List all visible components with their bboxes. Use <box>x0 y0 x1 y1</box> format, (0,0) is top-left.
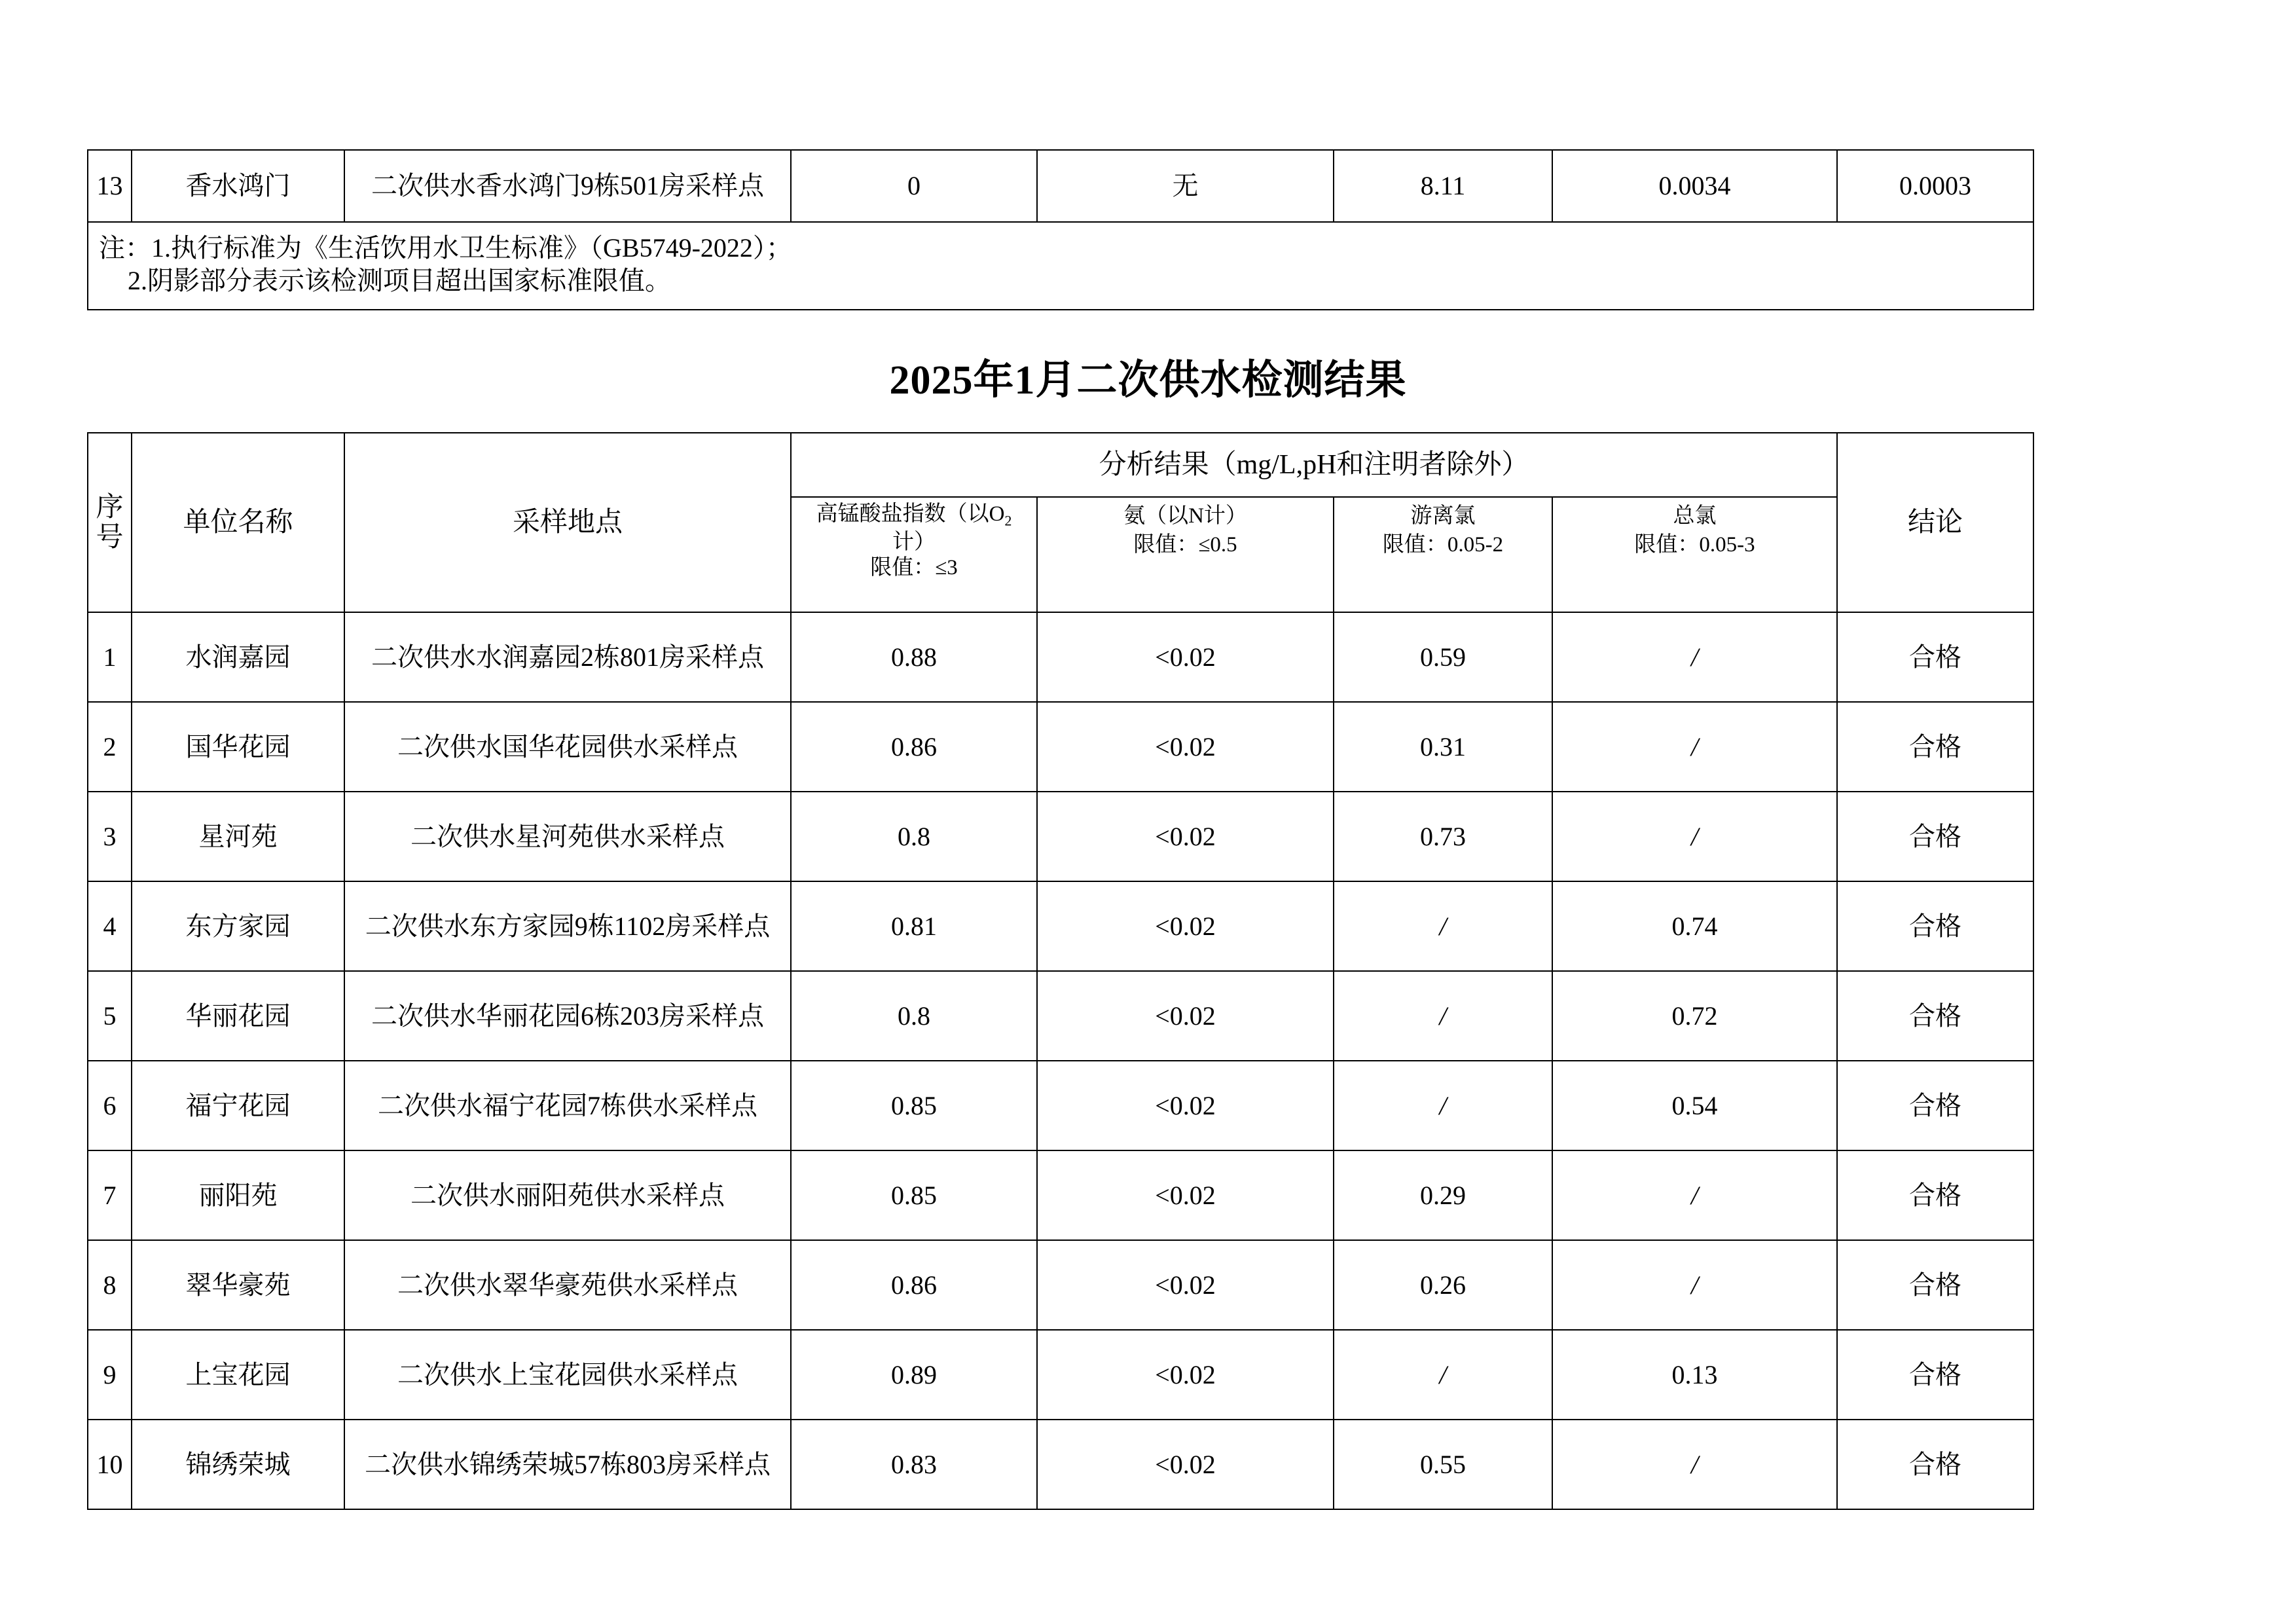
row-conclusion: 合格 <box>1837 1420 2033 1509</box>
table-row <box>88 792 2033 881</box>
table-row <box>88 1420 2033 1509</box>
row-value-3: 8.11 <box>1334 150 1552 222</box>
row-permanganate-value: 0.86 <box>791 1240 1037 1330</box>
row-index: 7 <box>88 1150 132 1240</box>
row-total-chlorine-value: / <box>1552 702 1837 792</box>
row-unit-name: 国华花园 <box>132 702 344 792</box>
table-notes <box>88 222 2033 310</box>
row-permanganate-value: 0.88 <box>791 612 1037 702</box>
header-total-chlorine <box>1552 497 1837 612</box>
row-sample-site: 二次供水华丽花园6栋203房采样点 <box>344 971 791 1061</box>
row-index: 1 <box>88 612 132 702</box>
row-ammonia-value: <0.02 <box>1037 881 1334 971</box>
row-conclusion: 合格 <box>1837 1150 2033 1240</box>
row-sample-site: 二次供水星河苑供水采样点 <box>344 792 791 881</box>
table-row <box>88 702 2033 792</box>
row-ammonia-value: <0.02 <box>1037 1240 1334 1330</box>
header-ammonia <box>1037 497 1334 612</box>
row-total-chlorine-value: / <box>1552 1150 1837 1240</box>
row-index: 4 <box>88 881 132 971</box>
header-permanganate-limit: 限值：≤3 <box>870 556 958 580</box>
row-free-chlorine-value: / <box>1334 1330 1552 1420</box>
row-unit-name: 华丽花园 <box>132 971 344 1061</box>
row-sample-site: 二次供水锦绣荣城57栋803房采样点 <box>344 1420 791 1509</box>
row-conclusion: 合格 <box>1837 971 2033 1061</box>
row-free-chlorine-value: / <box>1334 1061 1552 1150</box>
row-total-chlorine-value: 0.72 <box>1552 971 1837 1061</box>
row-total-chlorine-value: / <box>1552 612 1837 702</box>
row-conclusion: 合格 <box>1837 1240 2033 1330</box>
row-permanganate-value: 0.83 <box>791 1420 1037 1509</box>
row-ammonia-value: <0.02 <box>1037 1150 1334 1240</box>
row-value-5: 0.0003 <box>1837 150 2033 222</box>
row-conclusion: 合格 <box>1837 1330 2033 1420</box>
header-permanganate-index <box>791 497 1037 612</box>
table-row <box>88 1240 2033 1330</box>
row-unit-name: 福宁花园 <box>132 1061 344 1150</box>
row-conclusion: 合格 <box>1837 702 2033 792</box>
row-unit-name: 锦绣荣城 <box>132 1420 344 1509</box>
table-row <box>88 881 2033 971</box>
row-sample-site: 二次供水上宝花园供水采样点 <box>344 1330 791 1420</box>
row-unit-name: 香水鸿门 <box>132 150 344 222</box>
row-free-chlorine-value: 0.29 <box>1334 1150 1552 1240</box>
header-total-chlorine-limit: 限值：0.05-3 <box>1634 533 1755 557</box>
row-free-chlorine-value: 0.31 <box>1334 702 1552 792</box>
row-sample-site: 二次供水香水鸿门9栋501房采样点 <box>344 150 791 222</box>
header-permanganate-line-2: 计） <box>892 530 936 554</box>
header-index <box>88 433 132 612</box>
row-permanganate-value: 0.85 <box>791 1061 1037 1150</box>
row-free-chlorine-value: 0.59 <box>1334 612 1552 702</box>
row-permanganate-value: 0.85 <box>791 1150 1037 1240</box>
row-unit-name: 上宝花园 <box>132 1330 344 1420</box>
row-index: 6 <box>88 1061 132 1150</box>
row-total-chlorine-value: 0.13 <box>1552 1330 1837 1420</box>
row-unit-name: 翠华豪苑 <box>132 1240 344 1330</box>
header-unit-name: 单位名称 <box>132 433 344 612</box>
row-free-chlorine-value: 0.73 <box>1334 792 1552 881</box>
header-total-chlorine-name: 总氯 <box>1673 504 1717 528</box>
row-conclusion: 合格 <box>1837 792 2033 881</box>
row-ammonia-value: <0.02 <box>1037 702 1334 792</box>
row-index: 9 <box>88 1330 132 1420</box>
header-index-line-2: 号 <box>96 523 124 553</box>
row-index: 5 <box>88 971 132 1061</box>
row-value-2: 无 <box>1037 150 1334 222</box>
row-sample-site: 二次供水水润嘉园2栋801房采样点 <box>344 612 791 702</box>
row-free-chlorine-value: / <box>1334 881 1552 971</box>
header-permanganate-line-1: 高锰酸盐指数（以$O_2$ <box>816 502 1012 529</box>
row-free-chlorine-value: 0.26 <box>1334 1240 1552 1330</box>
row-sample-site: 二次供水翠华豪苑供水采样点 <box>344 1240 791 1330</box>
continued-results-table <box>87 149 2034 310</box>
header-conclusion: 结论 <box>1837 433 2033 612</box>
row-total-chlorine-value: / <box>1552 792 1837 881</box>
table-body <box>88 612 2033 1509</box>
table-row <box>88 971 2033 1061</box>
row-conclusion: 合格 <box>1837 612 2033 702</box>
row-sample-site: 二次供水丽阳苑供水采样点 <box>344 1150 791 1240</box>
row-index: 10 <box>88 1420 132 1509</box>
row-sample-site: 二次供水国华花园供水采样点 <box>344 702 791 792</box>
page-title: 2025年1月二次供水检测结果 <box>889 358 1407 403</box>
header-index-line-1: 序 <box>96 492 124 523</box>
row-ammonia-value: <0.02 <box>1037 971 1334 1061</box>
table-row <box>88 612 2033 702</box>
row-permanganate-value: 0.86 <box>791 702 1037 792</box>
header-ammonia-name: 氨（以N计） <box>1123 504 1247 528</box>
row-total-chlorine-value: 0.54 <box>1552 1061 1837 1150</box>
row-ammonia-value: <0.02 <box>1037 1330 1334 1420</box>
row-permanganate-value: 0.8 <box>791 792 1037 881</box>
header-ammonia-limit: 限值：≤0.5 <box>1133 533 1237 557</box>
row-ammonia-value: <0.02 <box>1037 612 1334 702</box>
row-ammonia-value: <0.02 <box>1037 1420 1334 1509</box>
row-unit-name: 星河苑 <box>132 792 344 881</box>
header-free-chlorine <box>1334 497 1552 612</box>
row-conclusion: 合格 <box>1837 1061 2033 1150</box>
row-index: 8 <box>88 1240 132 1330</box>
row-index: 13 <box>88 150 132 222</box>
row-value-4: 0.0034 <box>1552 150 1837 222</box>
note-line-1: 注：1.执行标准为《生活饮用水卫生标准》（GB5749-2022）； <box>99 233 792 263</box>
row-sample-site: 二次供水福宁花园7栋供水采样点 <box>344 1061 791 1150</box>
row-permanganate-value: 0.89 <box>791 1330 1037 1420</box>
row-value-1: 0 <box>791 150 1037 222</box>
row-total-chlorine-value: / <box>1552 1420 1837 1509</box>
row-index: 2 <box>88 702 132 792</box>
row-unit-name: 丽阳苑 <box>132 1150 344 1240</box>
row-permanganate-value: 0.8 <box>791 971 1037 1061</box>
row-conclusion: 合格 <box>1837 881 2033 971</box>
row-permanganate-value: 0.81 <box>791 881 1037 971</box>
water-quality-results-table <box>87 432 2034 1510</box>
table-row <box>88 150 2033 222</box>
note-line-2: 2.阴影部分表示该检测项目超出国家标准限值。 <box>128 266 671 295</box>
header-analysis-group: 分析结果（mg/L,pH和注明者除外） <box>791 433 1837 497</box>
row-sample-site: 二次供水东方家园9栋1102房采样点 <box>344 881 791 971</box>
row-free-chlorine-value: 0.55 <box>1334 1420 1552 1509</box>
row-free-chlorine-value: / <box>1334 971 1552 1061</box>
row-total-chlorine-value: / <box>1552 1240 1837 1330</box>
header-sample-site: 采样地点 <box>344 433 791 612</box>
row-index: 3 <box>88 792 132 881</box>
header-row-top <box>88 433 2033 497</box>
table-row <box>88 1150 2033 1240</box>
header-free-chlorine-name: 游离氯 <box>1410 504 1476 528</box>
table-row <box>88 1061 2033 1150</box>
row-ammonia-value: <0.02 <box>1037 1061 1334 1150</box>
notes-row <box>88 222 2033 310</box>
row-unit-name: 东方家园 <box>132 881 344 971</box>
row-unit-name: 水润嘉园 <box>132 612 344 702</box>
header-free-chlorine-limit: 限值：0.05-2 <box>1382 533 1504 557</box>
table-row <box>88 1330 2033 1420</box>
row-total-chlorine-value: 0.74 <box>1552 881 1837 971</box>
row-ammonia-value: <0.02 <box>1037 792 1334 881</box>
